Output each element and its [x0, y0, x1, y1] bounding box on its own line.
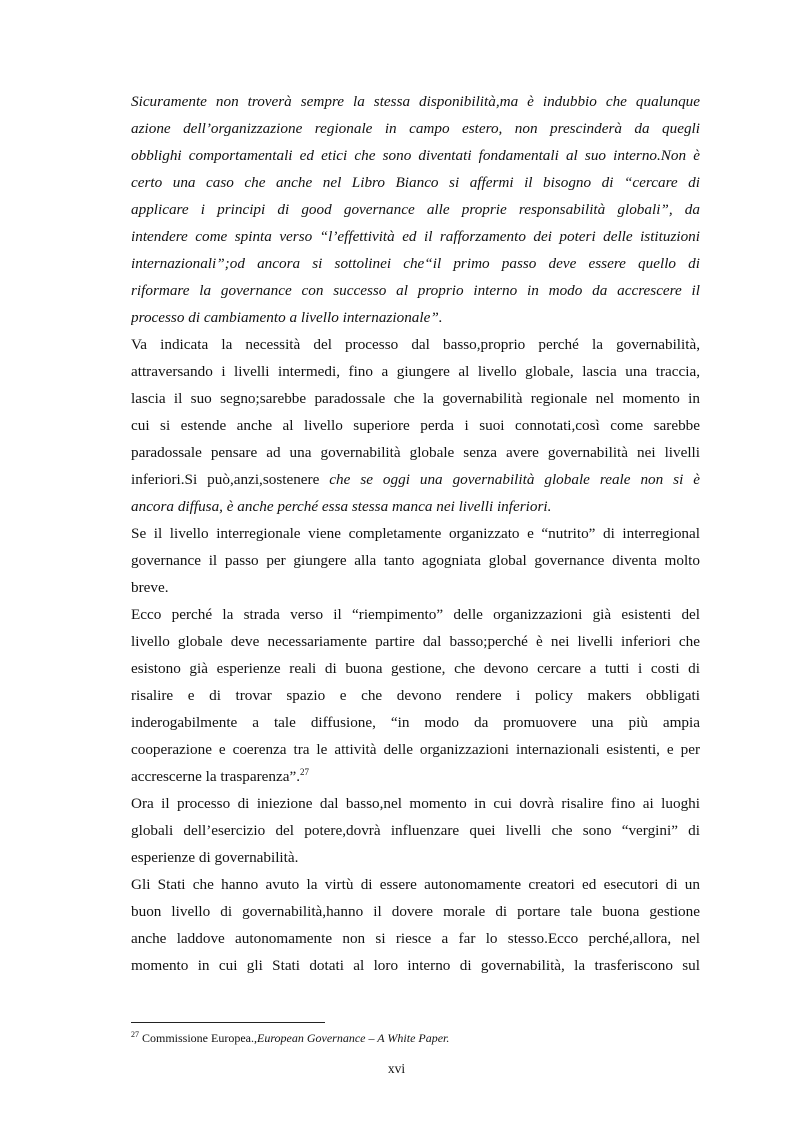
text-line	[131, 790, 700, 817]
text-line	[131, 358, 700, 385]
text-line	[131, 142, 700, 169]
text-line	[131, 169, 700, 196]
text-segment: anche laddove autonomamente non si riesce a far lo stesso.Ecco perché,allora, nel	[131, 930, 700, 947]
text-line	[131, 250, 700, 277]
text-line	[131, 574, 700, 601]
text-segment: riformare la governance con successo al proprio interno in modo da accrescere il	[131, 282, 700, 299]
text-segment: cooperazione e coerenza tra le attività delle organizzazioni internazionali esistenti, e per	[131, 741, 700, 758]
text-segment: Sicuramente non troverà sempre la stessa disponibilità,ma è indubbio che qualunque	[131, 93, 700, 110]
text-line	[131, 277, 700, 304]
text-segment: esperienze di governabilità.	[131, 849, 299, 866]
text-line	[131, 412, 700, 439]
text-line	[131, 196, 700, 223]
text-segment: governance il passo per giungere alla tanto agogniata global governance diventa molto	[131, 552, 700, 569]
text-segment: buon livello di governabilità,hanno il dovere morale di portare tale buona gestione	[131, 903, 700, 920]
text-line	[131, 898, 700, 925]
text-segment: inferiori.Si può,anzi,sostenere	[131, 471, 330, 488]
text-line	[131, 952, 700, 979]
text-segment: livello globale deve necessariamente partire dal basso;perché è nei livelli inferiori che	[131, 633, 700, 650]
text-segment: internazionali”;od ancora si sottolinei che“il primo passo deve essere quello di	[131, 255, 700, 272]
text-line	[131, 601, 700, 628]
text-segment: globali dell’esercizio del potere,dovrà influenzare quei livelli che sono “vergini” di	[131, 822, 700, 839]
text-line	[131, 763, 700, 790]
text-segment: Va indicata la necessità del processo dal basso,proprio perché la governabilità,	[131, 336, 700, 353]
text-line	[131, 709, 700, 736]
text-segment: attraversando i livelli intermedi, fino a giungere al livello globale, lascia una traccia,	[131, 363, 700, 380]
text-line	[131, 331, 700, 358]
page-number: xvi	[387, 1061, 406, 1076]
text-segment: inderogabilmente a tale diffusione, “in modo da promuovere una più ampia	[131, 714, 700, 731]
footnote-number: 27	[131, 1030, 139, 1039]
text-line	[131, 304, 700, 331]
footnote	[131, 1031, 449, 1046]
text-segment: certo una caso che anche nel Libro Bianco si affermi il bisogno di “cercare di	[131, 174, 700, 191]
text-line	[131, 682, 700, 709]
text-line	[131, 925, 700, 952]
text-line	[131, 88, 700, 115]
text-segment: cui si estende anche al livello superiore perda i suoi connotati,così come sarebbe	[131, 417, 700, 434]
text-segment: intendere come spinta verso “l’effettività ed il rafforzamento dei poteri delle istituzioni	[131, 228, 700, 245]
text-line	[131, 466, 700, 493]
text-segment: risalire e di trovar spazio e che devono rendere i policy makers obbligati	[131, 687, 700, 704]
text-segment: obblighi comportamentali ed etici che sono diventati fondamentali al suo interno.Non è	[131, 147, 700, 164]
text-segment: accrescerne la trasparenza”.	[131, 768, 301, 785]
text-segment: paradossale pensare ad una governabilità globale senza avere governabilità nei livelli	[131, 444, 700, 461]
text-segment: Ecco perché la strada verso il “riempimento” delle organizzazioni già esistenti del	[131, 606, 700, 623]
text-segment-italic: che se oggi una governabilità globale reale non si è	[329, 471, 700, 488]
text-line	[131, 223, 700, 250]
footnote-ref: 27	[300, 767, 310, 777]
text-line	[131, 493, 700, 520]
footnote-title: European Governance – A White Paper.	[256, 1031, 450, 1045]
text-line	[131, 520, 700, 547]
text-line	[131, 736, 700, 763]
text-line	[131, 844, 700, 871]
text-segment: Se il livello interregionale viene completamente organizzato e “nutrito” di interregional	[131, 525, 700, 542]
text-line	[131, 385, 700, 412]
body-text	[131, 88, 700, 979]
text-segment: applicare i principi di good governance alle proprie responsabilità globali”, da	[131, 201, 700, 218]
text-segment: momento in cui gli Stati dotati al loro interno di governabilità, la trasferiscono sul	[131, 957, 700, 974]
text-line	[131, 547, 700, 574]
footnote-rule	[131, 1022, 325, 1023]
text-segment: Ora il processo di iniezione dal basso,nel momento in cui dovrà risalire fino ai luoghi	[131, 795, 700, 812]
text-segment: lascia il suo segno;sarebbe paradossale che la governabilità regionale nel momento in	[131, 390, 700, 407]
text-line	[131, 439, 700, 466]
text-line	[131, 628, 700, 655]
footnote-text: Commissione Europea.,	[139, 1031, 257, 1045]
text-segment: processo di cambiamento a livello internazionale”.	[131, 309, 443, 326]
text-line	[131, 115, 700, 142]
text-segment: breve.	[131, 579, 169, 596]
text-line	[131, 871, 700, 898]
text-segment: ancora diffusa, è anche perché essa stessa manca nei livelli inferiori.	[131, 498, 552, 515]
text-line	[131, 655, 700, 682]
text-line	[131, 817, 700, 844]
text-segment: esistono già esperienze reali di buona gestione, che devono cercare a tutti i costi di	[131, 660, 700, 677]
text-segment: azione dell’organizzazione regionale in campo estero, non prescinderà da quegli	[131, 120, 700, 137]
text-segment: Gli Stati che hanno avuto la virtù di essere autonomamente creatori ed esecutori di un	[131, 876, 700, 893]
